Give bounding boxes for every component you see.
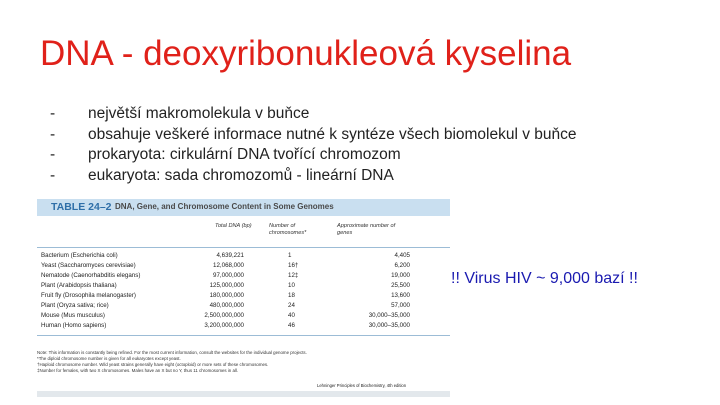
hiv-callout: !! Virus HIV ~ 9,000 bazí !! bbox=[451, 270, 638, 287]
chromosomes-cell: 10 bbox=[288, 282, 295, 289]
table-number: TABLE 24–2 bbox=[51, 201, 112, 213]
chromosomes-cell: 12‡ bbox=[288, 272, 299, 279]
total-dna-cell: 2,500,000,000 bbox=[204, 312, 244, 319]
total-dna-cell: 12,068,000 bbox=[213, 262, 244, 269]
bullet-item: - obsahuje veškeré informace nutné k syntéze všech biomolekul v buňce bbox=[50, 125, 577, 143]
table-row bbox=[37, 301, 450, 311]
genes-cell: 30,000–35,000 bbox=[368, 322, 410, 329]
genes-cell: 4,405 bbox=[394, 252, 410, 259]
total-dna-cell: 480,000,000 bbox=[209, 302, 244, 309]
genes-cell: 13,600 bbox=[391, 292, 410, 299]
column-header-total-dna: Total DNA (bp) bbox=[215, 223, 252, 229]
chromosomes-cell: 24 bbox=[288, 302, 295, 309]
table-note: †Haploid chromosome number. Wild yeast strains generally have eight (octoploid) or more sets of these chromosomes. bbox=[37, 362, 269, 367]
organism-cell: Bacterium (Escherichia coli) bbox=[41, 252, 118, 259]
table-row bbox=[37, 251, 450, 261]
organism-cell: Plant (Arabidopsis thaliana) bbox=[41, 282, 117, 289]
chromosomes-cell: 40 bbox=[288, 312, 295, 319]
total-dna-cell: 180,000,000 bbox=[209, 292, 244, 299]
chromosomes-cell: 16† bbox=[288, 262, 299, 269]
organism-cell: Plant (Oryza sativa; rice) bbox=[41, 302, 109, 309]
bullet-list bbox=[50, 104, 577, 186]
organism-cell: Human (Homo sapiens) bbox=[41, 322, 107, 329]
genes-cell: 6,200 bbox=[394, 262, 410, 269]
table-row bbox=[37, 261, 450, 271]
total-dna-cell: 4,639,221 bbox=[216, 252, 244, 259]
genome-table-figure bbox=[37, 199, 450, 397]
footer-divider bbox=[37, 335, 450, 336]
slide-title: DNA - deoxyribonukleová kyselina bbox=[40, 34, 572, 73]
table-note: *The diploid chromosome number is given for all eukaryotes except yeast. bbox=[37, 356, 181, 361]
table-row bbox=[37, 291, 450, 301]
table-row bbox=[37, 311, 450, 321]
chromosomes-cell: 18 bbox=[288, 292, 295, 299]
bullet-item: - největší makromolekula v buňce bbox=[50, 105, 310, 122]
chromosomes-cell: 1 bbox=[288, 252, 292, 259]
organism-cell: Fruit fly (Drosophila melanogaster) bbox=[41, 292, 136, 299]
bullet-item: - prokaryota: cirkulární DNA tvořící chromozom bbox=[50, 146, 401, 163]
table-row bbox=[37, 321, 450, 331]
total-dna-cell: 125,000,000 bbox=[209, 282, 244, 289]
source-citation: Lehninger Principles of Biochemistry, 4th edition bbox=[317, 383, 407, 388]
table-row bbox=[37, 281, 450, 291]
header-divider bbox=[37, 247, 450, 248]
genes-cell: 30,000–35,000 bbox=[368, 312, 410, 319]
table-note: ‡Number for females, with two X chromosomes. Males have an X but no Y, thus 11 chromosomes in all. bbox=[37, 368, 239, 373]
genes-cell: 25,500 bbox=[391, 282, 410, 289]
total-dna-cell: 97,000,000 bbox=[213, 272, 244, 279]
organism-cell: Yeast (Saccharomyces cerevisiae) bbox=[41, 262, 136, 269]
table-header-bar bbox=[37, 199, 450, 216]
organism-cell: Nematode (Caenorhabditis elegans) bbox=[41, 272, 141, 279]
table-row bbox=[37, 271, 450, 281]
chromosomes-cell: 46 bbox=[288, 322, 295, 329]
total-dna-cell: 3,200,000,000 bbox=[204, 322, 244, 329]
genes-cell: 19,000 bbox=[391, 272, 410, 279]
figure-bottom-bar bbox=[37, 391, 450, 397]
organism-cell: Mouse (Mus musculus) bbox=[41, 312, 105, 319]
column-header-genes: Approximate number of genes bbox=[337, 223, 396, 236]
table-note: Note: This information is constantly being refined. For the most current information, consult the websites for the individual genome projects. bbox=[37, 350, 307, 355]
table-notes bbox=[37, 350, 307, 374]
genes-cell: 57,000 bbox=[391, 302, 410, 309]
bullet-item: - eukaryota: sada chromozomů - lineární DNA bbox=[50, 166, 394, 184]
column-header-chromosomes: Number of chromosomes* bbox=[269, 223, 307, 236]
table-caption: DNA, Gene, and Chromosome Content in Some Genomes bbox=[115, 202, 334, 211]
